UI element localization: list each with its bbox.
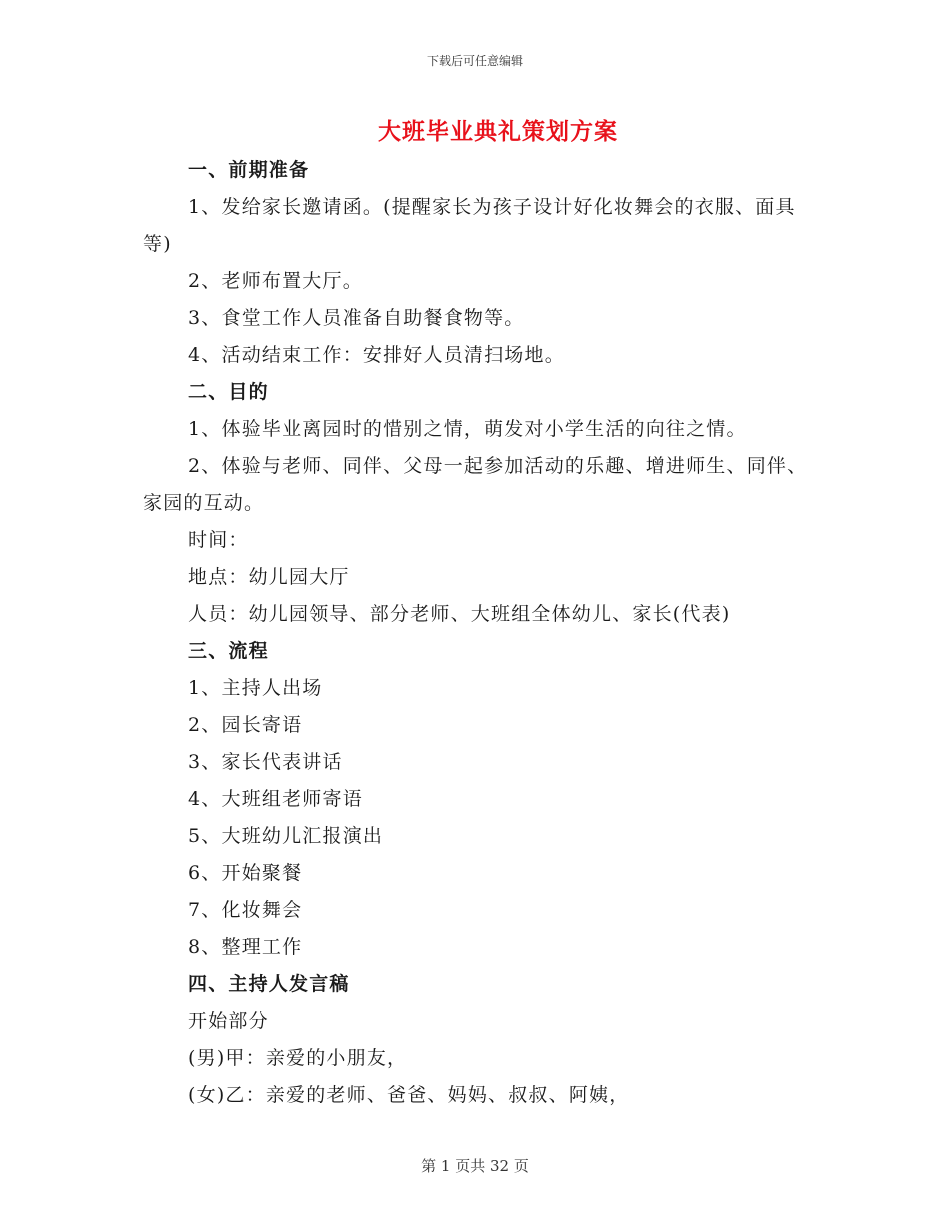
people-line: 人员：幼儿园领导、部分老师、大班组全体幼儿、家长(代表) — [188, 603, 731, 625]
list-item: 6、开始聚餐 — [188, 862, 303, 884]
section-heading-preparation: 一、前期准备 — [188, 159, 310, 181]
section-heading-purpose: 二、目的 — [188, 381, 269, 403]
dialogue-line: (男)甲：亲爱的小朋友， — [188, 1047, 408, 1069]
document-body — [143, 152, 811, 1114]
section-heading-procedure: 三、流程 — [188, 640, 269, 662]
section-heading-host-script: 四、主持人发言稿 — [188, 973, 350, 995]
list-item: 2、园长寄语 — [188, 714, 303, 736]
list-item: 7、化妆舞会 — [188, 899, 303, 921]
paragraph: 1、体验毕业离园时的惜别之情，萌发对小学生活的向往之情。 — [188, 418, 747, 440]
list-item: 1、主持人出场 — [188, 677, 323, 699]
paragraph: 3、食堂工作人员准备自助餐食物等。 — [188, 307, 525, 329]
dialogue-line: (女)乙：亲爱的老师、爸爸、妈妈、叔叔、阿姨， — [188, 1084, 630, 1106]
list-item: 4、大班组老师寄语 — [188, 788, 363, 810]
subheading: 开始部分 — [188, 1010, 269, 1032]
list-item: 8、整理工作 — [188, 936, 303, 958]
paragraph: 2、老师布置大厅。 — [188, 270, 363, 292]
list-item: 3、家长代表讲话 — [188, 751, 343, 773]
page-footer: 第 1 页共 32 页 — [421, 1157, 529, 1175]
list-item: 5、大班幼儿汇报演出 — [188, 825, 384, 847]
paragraph: 1、发给家长邀请函。(提醒家长为孩子设计好化妆舞会的衣服、面具等) — [143, 196, 796, 255]
paragraph: 4、活动结束工作：安排好人员清扫场地。 — [188, 344, 565, 366]
document-title: 大班毕业典礼策划方案 — [378, 118, 618, 145]
place-line: 地点：幼儿园大厅 — [188, 566, 350, 588]
header-note: 下载后可任意编辑 — [426, 54, 523, 68]
paragraph: 2、体验与老师、同伴、父母一起参加活动的乐趣、增进师生、同伴、家园的互动。 — [143, 455, 808, 514]
time-line: 时间： — [188, 529, 249, 551]
